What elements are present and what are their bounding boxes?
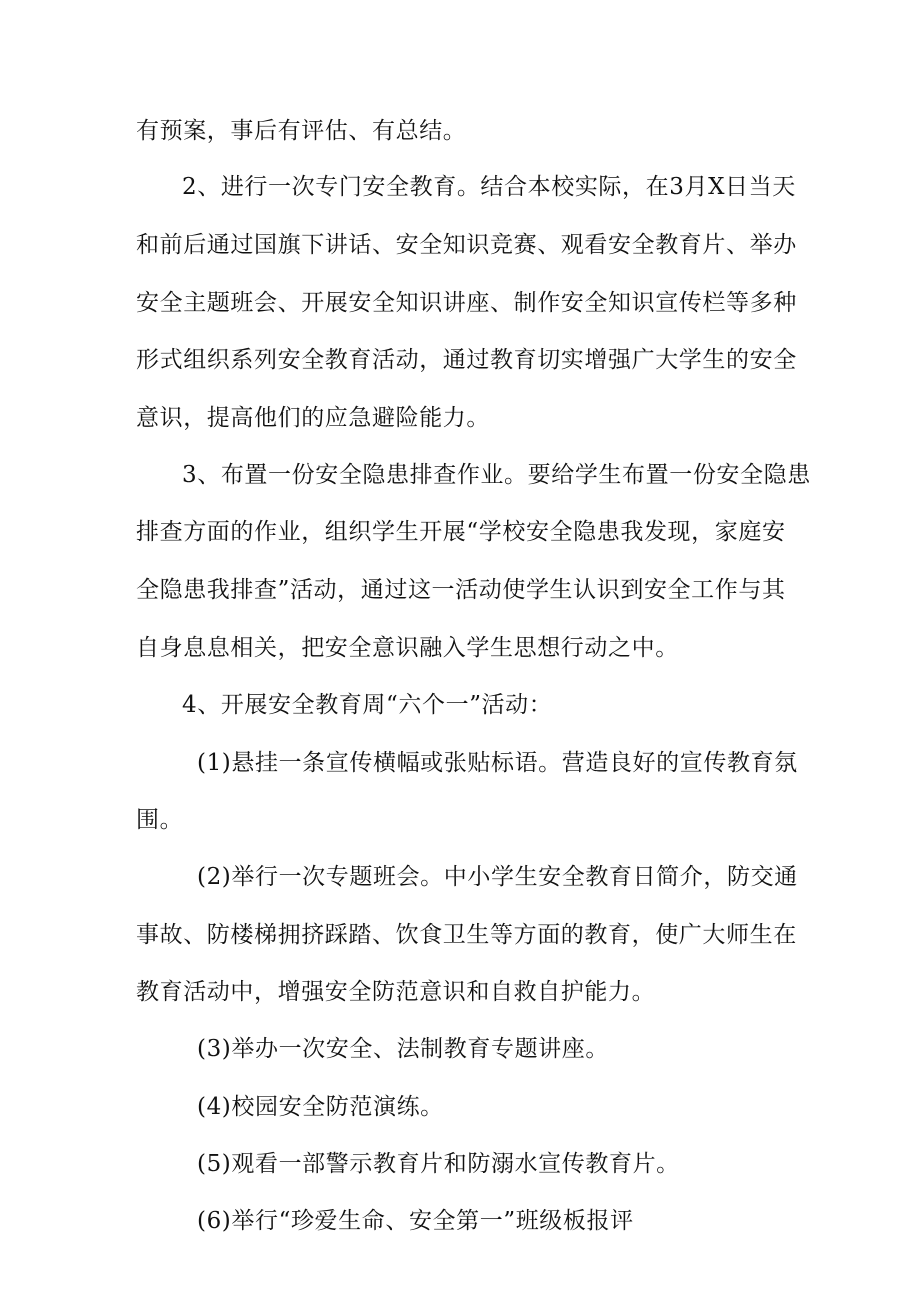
text-line: 有预案，事后有评估、有总结。 bbox=[136, 118, 467, 144]
item-6-line: (6)举行“珍爱生命、安全第一”班级板报评 bbox=[197, 1208, 634, 1234]
item-3-line: (3)举办一次安全、法制教育专题讲座。 bbox=[197, 1036, 609, 1062]
text-line: 围。 bbox=[136, 807, 184, 833]
paragraph-2-line: 2、进行一次专门安全教育。结合本校实际，在3月X日当天 bbox=[182, 174, 796, 200]
text-line: 意识，提高他们的应急避险能力。 bbox=[136, 405, 490, 431]
paragraph-4-line: 4、开展安全教育周“六个一”活动： bbox=[182, 692, 553, 718]
text-line: 自身息息相关，把安全意识融入学生思想行动之中。 bbox=[136, 635, 679, 661]
item-2-line: (2)举行一次专题班会。中小学生安全教育日简介，防交通 bbox=[197, 864, 798, 890]
item-1-line: (1)悬挂一条宣传横幅或张贴标语。营造良好的宣传教育氛 bbox=[197, 750, 798, 776]
item-4-line: (4)校园安全防范演练。 bbox=[197, 1094, 444, 1120]
text-line: 全隐患我排查”活动，通过这一活动使学生认识到安全工作与其 bbox=[136, 577, 786, 603]
text-line: 安全主题班会、开展安全知识讲座、制作安全知识宣传栏等多种 bbox=[136, 290, 797, 316]
paragraph-3-line: 3、布置一份安全隐患排查作业。要给学生布置一份安全隐患 bbox=[182, 462, 811, 488]
text-line: 形式组织系列安全教育活动，通过教育切实增强广大学生的安全 bbox=[136, 347, 797, 373]
text-line: 排查方面的作业，组织学生开展“学校安全隐患我发现，家庭安 bbox=[136, 519, 786, 545]
item-5-line: (5)观看一部警示教育片和防溺水宣传教育片。 bbox=[197, 1151, 680, 1177]
text-line: 事故、防楼梯拥挤踩踏、饮食卫生等方面的教育，使广大师生在 bbox=[136, 922, 797, 948]
text-line: 和前后通过国旗下讲话、安全知识竞赛、观看安全教育片、举办 bbox=[136, 232, 797, 258]
text-line: 教育活动中，增强安全防范意识和自救自护能力。 bbox=[136, 979, 656, 1005]
